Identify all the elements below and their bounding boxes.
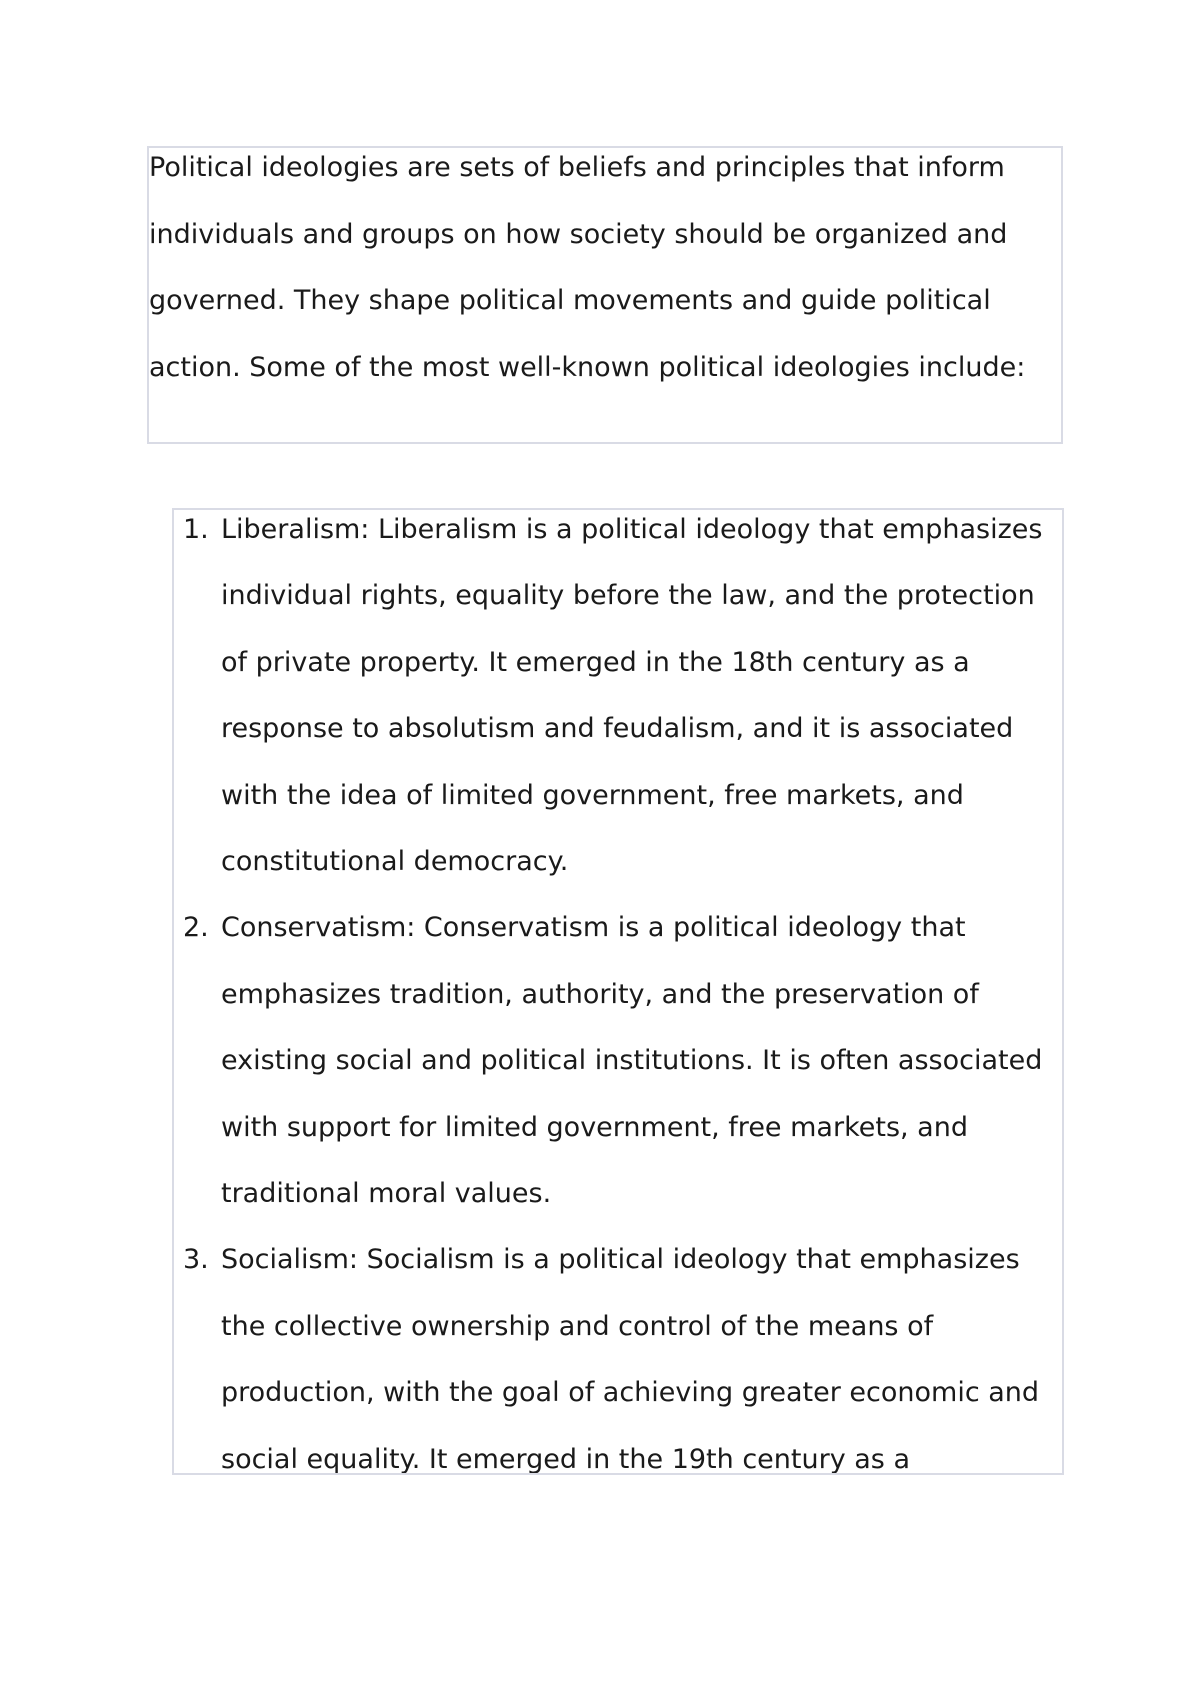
list-item-text: Socialism: Socialism is a political ideology that emphasizes the collective ownership and control of the means of production, with the goal of achieving greater economic and social equality. It emerged in the 19th century as a [221,1244,1040,1475]
intro-paragraph: Political ideologies are sets of beliefs and principles that inform individuals and groups on how society should be organized and governed. They shape political movements and guide political action. Some of the most well-known political ideologies include: [149,152,1026,383]
list-item-liberalism [174,508,1062,895]
list-item-text: Liberalism: Liberalism is a political ideology that emphasizes individual rights, equality before the law, and the protection of private property. It emerged in the 18th century as a response to absolutism and feudalism, and it is associated with the idea of limited government, free markets, and constitutional democracy. [221,514,1043,878]
ideologies-list [174,508,1062,1475]
intro-paragraph-box [147,146,1063,444]
list-item-number: 1. [183,514,209,545]
list-item-text: Conservatism: Conservatism is a political ideology that emphasizes tradition, authority, and the preservation of existing social and political institutions. It is often associated with support for limited government, free markets, and traditional moral values. [221,912,1043,1210]
list-item-number: 3. [183,1244,209,1276]
ideologies-list-box [172,508,1064,1475]
list-item-number: 2. [183,912,209,944]
list-item-socialism [174,1227,1062,1475]
list-item-conservatism [174,895,1062,1227]
